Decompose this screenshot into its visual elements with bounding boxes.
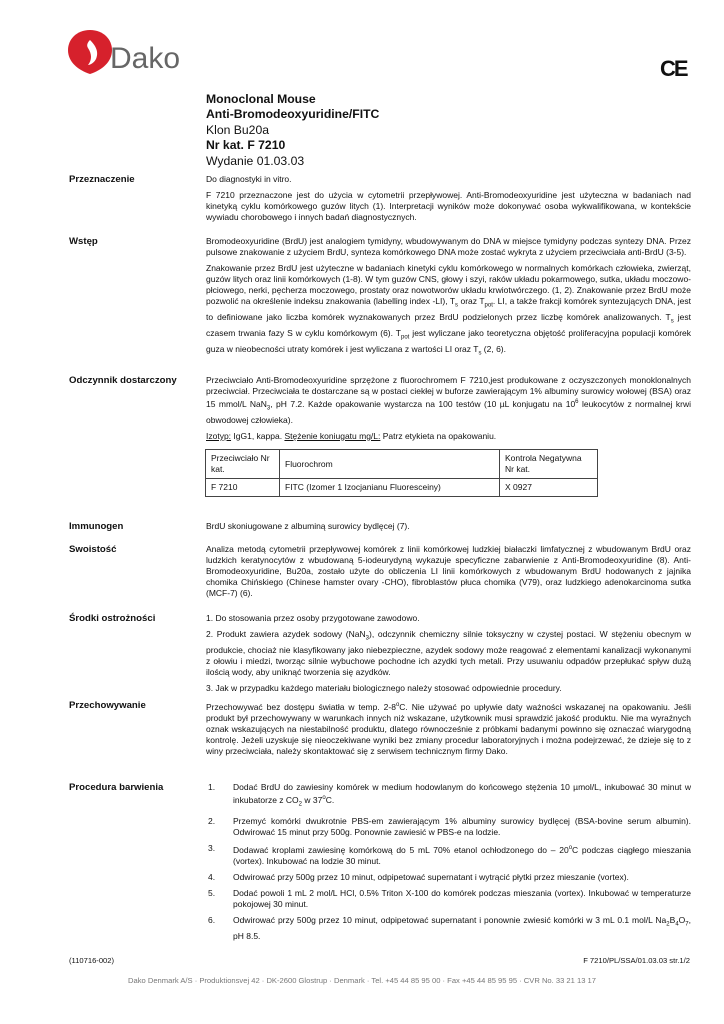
section-content — [206, 521, 691, 537]
table-header-cell: Kontrola Negatywna Nr kat. — [500, 450, 598, 479]
isotype-line: Izotyp: IgG1, kappa. Stężenie koniugatu mg/L: Patrz etykieta na opakowaniu. — [206, 430, 497, 441]
list-item: 5. Dodać powoli 1 mL 2 mol/L HCl, 0.5% Triton X-100 do komórek podczas mieszania (vortex). Inkubować w temperaturze pokojowej 30 minut. — [208, 888, 691, 910]
page-reference: F 7210/PL/SSA/01.03.03 str.1/2 — [583, 956, 690, 965]
section-content — [206, 544, 691, 604]
catalog-number: Nr kat. F 7210 — [206, 138, 286, 153]
paragraph: Przechowywać bez dostępu światła w temp. 2-8$^o$C. Nie używać po upływie daty ważności wskazanej na opakowaniu. Jeśli produkt był przechowywany w warunkach innych niż wskazane, użytkownik musi sprawdzić jakość produktu. Nie ma wyraźnych oznak wskazujących na niestabilność produktu, dlatego równocześnie z próbkami badanymi powinno się oznaczać wiarygodną kontrolę. Jeżeli uzyskuje się nieoczekiwane wyniki bez zmiany procedur laboratoryjnych i można podejrzewać, że dzieje się to z winy przeciwciała, należy skontaktować się z serwisem technicznym firmy Dako. — [206, 701, 691, 757]
paragraph: Analiza metodą cytometrii przepływowej komórek z linii komórkowej ludzkiej białaczki limfatycznej z wbudowanym BrdU oraz ludzkich keratynocytów z wbudowaną 5-iodeurydyną wykazuje specyficzne zabarwienie z Anti-Bromodeoxyuridine (8). Anti-Bromodeoxyuridine, Bu20a, zostało użyte do obliczenia LI linii komórkowych z wbudowanym BrdU hodowanych z jajnika chomika Chińskiego (Chinese hamster ovary -CHO), fibroblastów płuca chomika (V79), oraz ludzkiego adenokarcinoma sutka (MCF-7) (6). — [206, 544, 691, 599]
section-label: Immunogen — [69, 521, 124, 532]
title-line-2: Anti-Bromodeoxyuridine/FITC — [206, 107, 380, 122]
company-address: Dako Denmark A/S · Produktionsvej 42 · DK-2600 Glostrup · Denmark · Tel. +45 44 85 95 00 · Fax +45 44 85 95 95 · CVR No. 33 21 13 17 — [128, 976, 596, 985]
section-label: Wstęp — [69, 236, 98, 247]
ce-mark-icon: CE — [660, 56, 687, 81]
paragraph: BrdU skoniugowane z albuminą surowicy bydlęcej (7). — [206, 521, 410, 531]
list-item: 6. Odwirować przy 500g przez 10 minut, odpipetować supernatant i ponownie zwiesić komórki w 3 mL 0.1 mol/L $Na_2B_4O_7$, pH 8.5. — [208, 915, 691, 941]
section-label: Środki ostrożności — [69, 613, 156, 624]
paragraph: Znakowanie przez BrdU jest użyteczne w badaniach kinetyki cyklu komórkowego w normalnych komórkach człowieka, zwierząt, guzów litych oraz linii komórkowych (1-8). W tym guzów CNS, głowy i szyi, raków układu pokarmowego, sutka, układu moczowo-płciowego, nerki, pęcherza moczowego, prostaty oraz nowotworów układu krwiotwórczego. (1, 2). Znakowanie przez BrdU może pozwolić na określenie indeksu znakowania (labelling index -LI), $T_s$ oraz $T_{pot}$. LI, a także frakcji komórek syntezujących DNA, jest to definiowane jako liczba komórek wyznakowanych przez BrdU podzielonych przez liczbę komórek analizowanych. $T_s$ jest czasem trwania fazy S w cyklu komórkowym (6). $T_{pot}$ jest wyliczane jako teoretyczna objętość proliferacyjna populacji komórek guza w nieobecności utraty komórek i jest wyliczana z wartości LI oraz $T_s$ (2, 6). — [206, 263, 691, 357]
procedure-steps — [206, 782, 691, 947]
section-content — [206, 174, 691, 228]
section-label: Swoistość — [69, 544, 117, 555]
brand-name: Dako — [110, 42, 181, 75]
table-cell: FITC (Izomer 1 Izocjanianu Fluoresceiny) — [280, 479, 500, 497]
paragraph: 3. Jak w przypadku każdego materiału biologicznego należy stosować odpowiednie procedury. — [206, 683, 562, 694]
section-label: Procedura barwienia — [69, 782, 164, 793]
clone-name: Klon Bu20a — [206, 122, 270, 137]
section-content — [206, 236, 691, 365]
section-label: Przechowywanie — [69, 700, 146, 711]
section-content — [206, 613, 691, 699]
paragraph: F 7210 przeznaczone jest do użycia w cytometrii przepływowej. Anti-Bromodeoxyuridine jest użyteczna w badaniach nad kinetyką cyklu komórkowego guzów litych (1). Interpretacji wyników może dokonywać osoba wykwalifikowana, w kontekście wywiadu chorobowego i innych badań diagnostycznych. — [206, 190, 691, 223]
list-item: 4. Odwirować przy 500g przez 10 minut, odpipetować supernatant i wytrącić płytki przez mieszanie (vortex). — [208, 871, 629, 882]
table-row — [206, 479, 598, 497]
logo-drop-icon — [68, 30, 112, 74]
paragraph: Do diagnostyki in vitro. — [206, 174, 292, 184]
table-cell: X 0927 — [500, 479, 598, 497]
table-header-cell: Przeciwciało Nr kat. — [206, 450, 280, 479]
list-item: 3. Dodawać kroplami zawiesinę komórkową do 5 mL 70% etanol ochłodzonego do – 20$^o$C podczas ciągłego mieszania (vortex). Inkubować na lodzie 30 minut. — [208, 842, 691, 866]
list-item: 1. Dodać BrdU do zawiesiny komórek w medium hodowlanym do końcowego stężenia 10 µmol/L, inkubować 30 minut w inkubatorze z $CO_2$ w 37$^o$C. — [208, 782, 691, 808]
table-header-cell: Fluorochrom — [280, 450, 500, 479]
paragraph: Przeciwciało Anti-Bromodeoxyuridine sprzężone z fluorochromem F 7210,jest produkowane z oczyszczonych monoklonalnych przeciwciał. Przeciwciała te dostarczane są w postaci ciekłej w buforze zawierającym 1% albuminy surowicy wołowej (BSA) oraz 15 mmol/L NaN$_3$, pH 7.2. Każde opakowanie wystarcza na 100 testów (10 µL konjugatu na $10^6$ leukocytów z normalnej krwi obwodowej człowieka). — [206, 375, 691, 425]
paragraph: 1. Do stosowania przez osoby przygotowane zawodowo. — [206, 613, 420, 623]
document-code: (110716-002) — [69, 956, 115, 965]
table-cell: F 7210 — [206, 479, 280, 497]
title-line-1: Monoclonal Mouse — [206, 92, 316, 106]
section-content — [206, 700, 691, 762]
reagent-table — [205, 449, 598, 497]
section-content — [206, 375, 691, 447]
paragraph: Bromodeoxyuridine (BrdU) jest analogiem tymidyny, wbudowywanym do DNA w miejsce tymidyny podczas syntezy DNA. Przez pulsowe znakowanie z użyciem BrdU, synteza komórkowego DNA może zostać wykryta z użyciem przeciwciała anti-BrdU (3-5). — [206, 236, 691, 258]
table-header-row — [206, 450, 598, 479]
section-label: Odczynnik dostarczony — [69, 375, 177, 386]
edition-date: Wydanie 01.03.03 — [206, 153, 305, 168]
product-title-block — [206, 92, 379, 169]
list-item: 2. Przemyć komórki dwukrotnie PBS-em zawierającym 1% albuminy surowicy bydlęcej (BSA-bovine serum albumin). Odwirować 15 minut przy 500g. Ponownie zawiesić w PBS-e na lodzie. — [208, 815, 691, 837]
paragraph: 2. Produkt zawiera azydek sodowy (NaN$_3$), odczynnik chemiczny silnie toksyczny w czystej postaci. W stężeniu obecnym w produkcie, chociaż nie klasyfikowany jako niebezpieczne, azydek sodowy może reagować z elementami kanalizacji wykonanymi z ołowiu i miedzi, tworząc silnie wybuchowe pochodne ich azydki tych metali. Przy usuwaniu odpadów przepłukać spływ dużą ilością wody, aby uniknąć tworzenia się azydków. — [206, 629, 691, 678]
section-label: Przeznaczenie — [69, 174, 135, 185]
